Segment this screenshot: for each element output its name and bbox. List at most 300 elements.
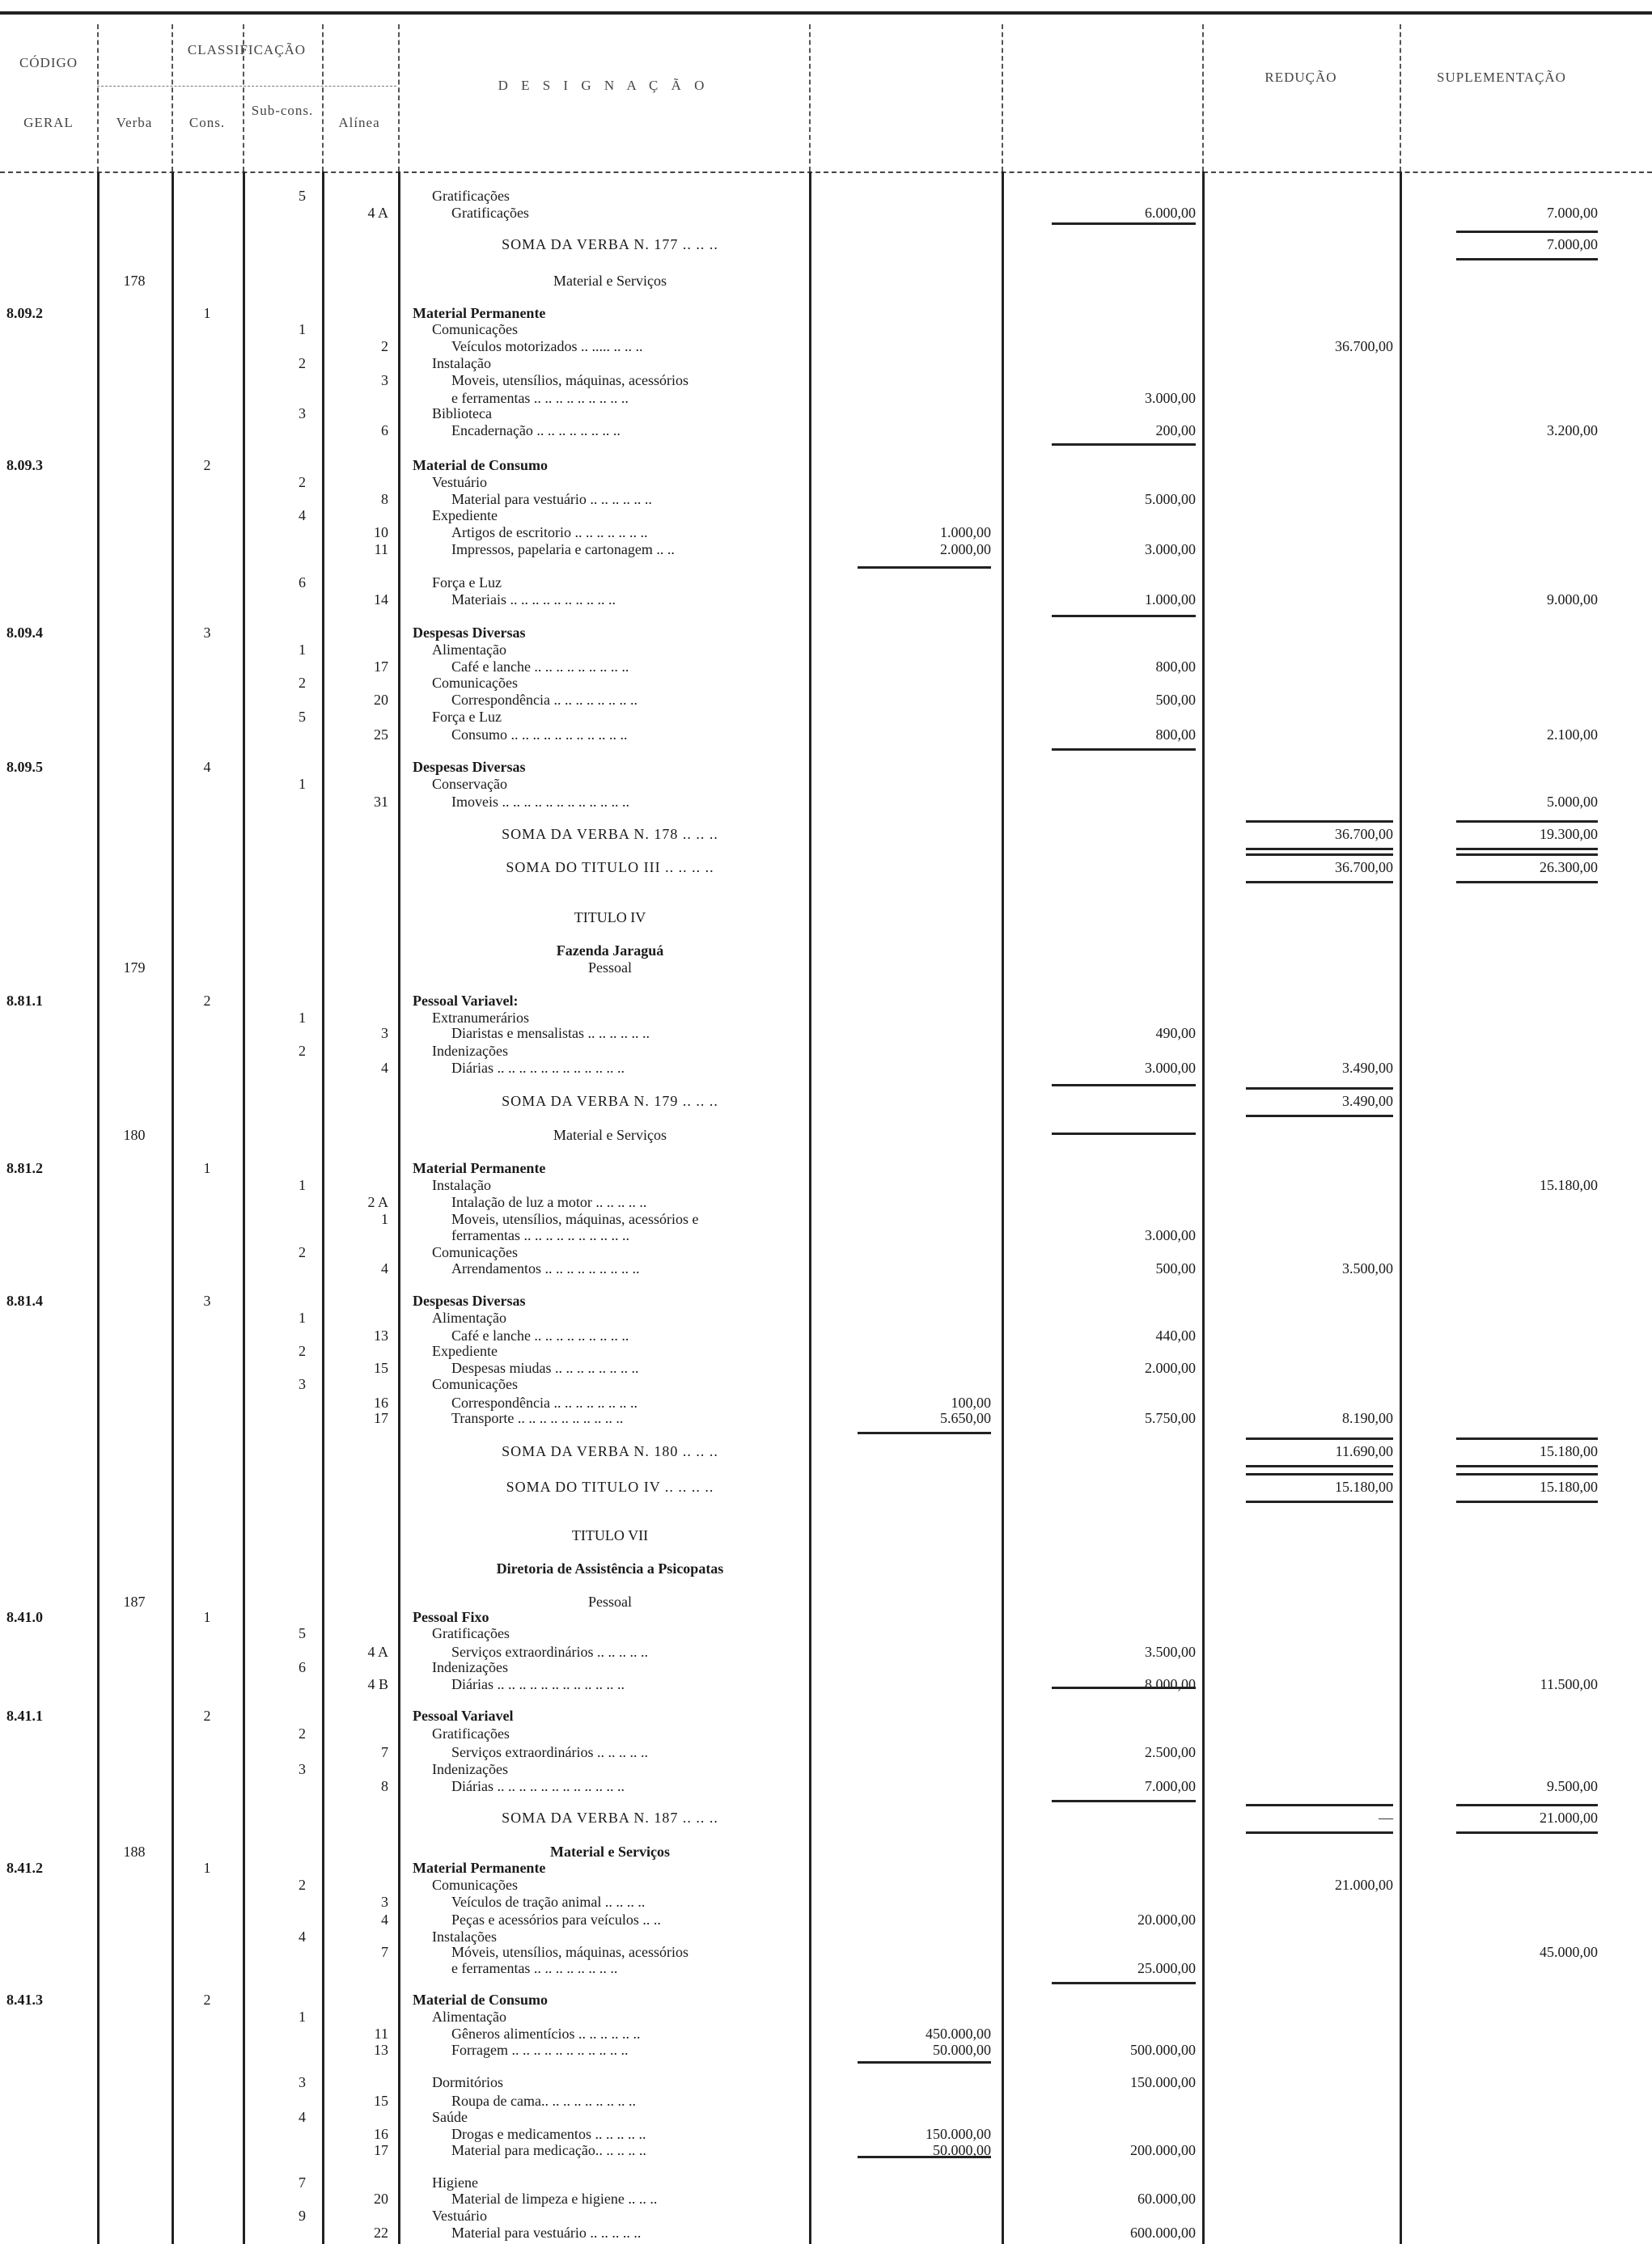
partial-amount: 450.000,00 <box>926 2026 991 2042</box>
designacao-text: Indenizações <box>432 1659 508 1675</box>
sum-rule <box>1246 1115 1393 1117</box>
alinea-number: 11 <box>374 541 388 557</box>
designacao-text: Despesas Diversas <box>413 1293 526 1309</box>
designacao-text: Vestuário <box>432 474 487 490</box>
code-general: 8.09.2 <box>6 305 43 321</box>
subcons-value: 3 <box>299 1376 306 1392</box>
suplementacao-amount: 7.000,00 <box>1547 236 1598 252</box>
alinea-number: 3 <box>381 1025 388 1041</box>
sum-rule <box>1246 1804 1393 1806</box>
sum-rule <box>1246 848 1393 850</box>
alinea-number: 8 <box>381 1778 388 1794</box>
alinea-number: 16 <box>374 2126 388 2142</box>
designacao-text: Material de Consumo <box>413 457 548 473</box>
code-general: 8.81.1 <box>6 993 43 1009</box>
designacao-text: Pessoal Variavel: <box>413 993 519 1009</box>
subconsignacao-number <box>243 1658 322 1676</box>
partial-amount: 2.000,00 <box>940 541 991 557</box>
subconsignacao-number <box>243 1725 322 1742</box>
consignacao-number: 3 <box>203 1293 211 1309</box>
designacao-text: Drogas e medicamentos .. .. .. .. .. <box>451 2126 646 2142</box>
designacao-text: Artigos de escritorio .. .. .. .. .. .. .. <box>451 524 648 540</box>
designacao-text: Pessoal <box>588 959 632 976</box>
alinea-number: 10 <box>374 524 388 540</box>
designacao-text: Serviços extraordinários .. .. .. .. .. <box>451 1644 648 1660</box>
designacao-text: e ferramentas .. .. .. .. .. .. .. .. .. <box>451 390 629 406</box>
designacao-text: Dormitórios <box>432 2074 503 2090</box>
alinea-number: 11 <box>374 2026 388 2042</box>
designacao-text: Material para vestuário .. .. .. .. .. .. <box>451 491 652 507</box>
alinea-number: 14 <box>374 591 388 608</box>
classification-rule <box>97 86 396 87</box>
sum-rule <box>1456 1473 1598 1476</box>
consignacao-number: 2 <box>203 993 211 1009</box>
designacao-text: SOMA DO TITULO IV .. .. .. .. <box>506 1479 714 1495</box>
subtotal-amount: 200,00 <box>1155 422 1196 438</box>
designacao-text: Material de Consumo <box>413 1992 548 2008</box>
designacao-text: SOMA DA VERBA N. 180 .. .. .. <box>502 1443 718 1459</box>
designacao-text: Expediente <box>432 1343 498 1359</box>
designacao-text: Material Permanente <box>413 305 546 321</box>
header-verba: Verba <box>116 115 153 130</box>
subtotal-amount: 2.500,00 <box>1145 1744 1196 1760</box>
sum-rule <box>1052 443 1196 446</box>
column-divider <box>1002 171 1004 2244</box>
reducao-amount: 15.180,00 <box>1335 1479 1393 1495</box>
designacao-text: Comunicações <box>432 321 518 337</box>
designacao-text: Higiene <box>432 2174 478 2191</box>
subconsignacao-number <box>243 1309 322 1327</box>
reducao-amount: 36.700,00 <box>1335 338 1393 354</box>
reducao-amount: 8.190,00 <box>1342 1410 1393 1426</box>
subconsignacao-number <box>243 1928 322 1946</box>
designacao-text: Comunicações <box>432 675 518 691</box>
designacao-text: Diaristas e mensalistas .. .. .. .. .. .. <box>451 1025 650 1041</box>
designacao-text: Roupa de cama.. .. .. .. .. .. .. .. .. <box>451 2093 636 2109</box>
subcons-value: 1 <box>299 776 306 792</box>
sum-rule <box>1246 1501 1393 1503</box>
header-reducao: REDUÇÃO <box>1264 70 1337 85</box>
column-divider <box>1202 24 1204 171</box>
designacao-text: Saúde <box>432 2109 468 2125</box>
designacao-text: Alimentação <box>432 2009 506 2025</box>
sum-rule <box>1456 1501 1598 1503</box>
alinea-number: 31 <box>374 794 388 810</box>
designacao-text: Veículos motorizados .. ..... .. .. .. <box>451 338 643 354</box>
consignacao-number: 2 <box>203 1992 211 2008</box>
header-cons: Cons. <box>188 115 226 130</box>
column-divider <box>809 24 811 171</box>
designacao-text: Biblioteca <box>432 405 492 421</box>
column-divider <box>97 24 99 171</box>
sum-rule <box>858 1432 991 1434</box>
designacao-text: Fazenda Jaraguá <box>556 942 664 959</box>
subcons-value: 2 <box>299 355 306 371</box>
alinea-number: 20 <box>374 2191 388 2207</box>
designacao-text: Gêneros alimentícios .. .. .. .. .. .. <box>451 2026 641 2042</box>
subtotal-amount: 8.000,00 <box>1145 1676 1196 1692</box>
subcons-value: 1 <box>299 641 306 658</box>
alinea-number: 4 B <box>367 1676 388 1692</box>
designacao-text: Materiais .. .. .. .. .. .. .. .. .. .. <box>451 591 616 608</box>
subcons-value: 1 <box>299 1177 306 1193</box>
sum-rule <box>1246 820 1393 823</box>
designacao-text: Encadernação .. .. .. .. .. .. .. .. <box>451 422 621 438</box>
designacao-text: Diárias .. .. .. .. .. .. .. .. .. .. .. .. <box>451 1060 625 1076</box>
subtotal-amount: 7.000,00 <box>1145 1778 1196 1794</box>
alinea-number: 22 <box>374 2225 388 2241</box>
designacao-text: Veículos de tração animal .. .. .. .. <box>451 1894 646 1910</box>
consignacao-number: 2 <box>203 1708 211 1724</box>
subtotal-amount: 3.000,00 <box>1145 541 1196 557</box>
designacao-text: Material para medicação.. .. .. .. .. <box>451 2142 646 2158</box>
designacao-text: Pessoal <box>588 1594 632 1610</box>
header-codigo: CÓDIGO <box>19 55 78 70</box>
code-general: 8.41.1 <box>6 1708 43 1724</box>
subconsignacao-number <box>243 2174 322 2191</box>
designacao-text: Serviços extraordinários .. .. .. .. .. <box>451 1744 648 1760</box>
subconsignacao-number <box>243 320 322 338</box>
column-divider <box>322 24 324 171</box>
header-classificacao: CLASSIFICAÇÃO <box>187 42 307 57</box>
subtotal-amount: 200.000,00 <box>1130 2142 1196 2158</box>
suplementacao-amount: 2.100,00 <box>1547 726 1598 743</box>
subcons-value: 7 <box>299 2174 306 2191</box>
designacao-text: Despesas miudas .. .. .. .. .. .. .. .. <box>451 1360 639 1376</box>
verba-number: 187 <box>123 1594 146 1610</box>
designacao-text: Material e Serviços <box>553 273 667 289</box>
subtotal-amount: 3.000,00 <box>1145 1227 1196 1243</box>
code-general: 8.41.3 <box>6 1992 43 2008</box>
designacao-text: Comunicações <box>432 1877 518 1893</box>
designacao-text: SOMA DA VERBA N. 178 .. .. .. <box>502 826 718 842</box>
subcons-value: 1 <box>299 1010 306 1026</box>
designacao-text: Instalação <box>432 355 491 371</box>
alinea-number: 15 <box>374 1360 388 1376</box>
designacao-text: SOMA DA VERBA N. 177 .. .. .. <box>502 236 718 252</box>
subtotal-amount: 6.000,00 <box>1145 205 1196 221</box>
sum-rule <box>1246 1473 1393 1476</box>
designacao-text: Gratificações <box>451 205 529 221</box>
subtotal-amount: 490,00 <box>1155 1025 1196 1041</box>
consignacao-number: 1 <box>203 1860 211 1876</box>
header-subcons: Sub-cons. <box>251 103 314 118</box>
consignacao-number: 1 <box>203 305 211 321</box>
designacao-text: SOMA DA VERBA N. 179 .. .. .. <box>502 1093 718 1109</box>
sum-rule <box>1246 853 1393 856</box>
sum-rule <box>1052 1687 1196 1689</box>
subcons-value: 3 <box>299 1761 306 1777</box>
column-divider <box>97 171 100 2244</box>
alinea-number: 3 <box>381 1894 388 1910</box>
designacao-text: Diárias .. .. .. .. .. .. .. .. .. .. .. .. <box>451 1778 625 1794</box>
designacao-text: Gratificações <box>432 188 510 204</box>
sum-rule <box>1456 1804 1598 1806</box>
subconsignacao-number <box>243 473 322 491</box>
designacao-text: Peças e acessórios para veículos .. .. <box>451 1912 661 1928</box>
suplementacao-amount: 9.000,00 <box>1547 591 1598 608</box>
subtotal-amount: 2.000,00 <box>1145 1360 1196 1376</box>
subtotal-amount: 800,00 <box>1155 726 1196 743</box>
alinea-number: 4 <box>381 1060 388 1076</box>
reducao-amount: 36.700,00 <box>1335 859 1393 875</box>
designacao-text: ferramentas .. .. .. .. .. .. .. .. .. .. <box>451 1227 629 1243</box>
subcons-value: 2 <box>299 1043 306 1059</box>
designacao-text: Comunicações <box>432 1376 518 1392</box>
sum-rule <box>1456 258 1598 260</box>
alinea-number: 8 <box>381 491 388 507</box>
designacao-text: Moveis, utensílios, máquinas, acessórios <box>451 372 688 388</box>
designacao-text: Intalação de luz a motor .. .. .. .. .. <box>451 1194 647 1210</box>
subconsignacao-number <box>243 1342 322 1360</box>
alinea-number: 4 A <box>367 1644 388 1660</box>
column-divider <box>1002 24 1003 171</box>
subconsignacao-number <box>243 1375 322 1393</box>
designacao-text: Diárias .. .. .. .. .. .. .. .. .. .. .. .. <box>451 1676 625 1692</box>
verba-number: 188 <box>123 1844 146 1860</box>
alinea-number: 4 <box>381 1912 388 1928</box>
subconsignacao-number <box>243 506 322 524</box>
alinea-number: 4 A <box>367 205 388 221</box>
designacao-text: Força e Luz <box>432 709 502 725</box>
subcons-value: 6 <box>299 574 306 591</box>
designacao-text: Arrendamentos .. .. .. .. .. .. .. .. .. <box>451 1260 640 1277</box>
alinea-number: 2 A <box>367 1194 388 1210</box>
subconsignacao-number <box>243 674 322 692</box>
subcons-value: 4 <box>299 507 306 523</box>
sum-rule <box>1456 820 1598 823</box>
partial-amount: 1.000,00 <box>940 524 991 540</box>
sum-rule <box>1052 222 1196 225</box>
subconsignacao-number <box>243 775 322 793</box>
alinea-number: 15 <box>374 2093 388 2109</box>
code-general: 8.41.0 <box>6 1609 43 1625</box>
sum-rule <box>1456 231 1598 233</box>
column-divider <box>1400 171 1402 2244</box>
verba-number: 178 <box>123 273 146 289</box>
column-divider <box>809 171 811 2244</box>
subconsignacao-number <box>243 641 322 658</box>
verba-number: 179 <box>123 959 146 976</box>
designacao-text: Instalações <box>432 1929 497 1945</box>
alinea-number: 17 <box>374 1410 388 1426</box>
designacao-text: Expediente <box>432 507 498 523</box>
sum-rule <box>1456 848 1598 850</box>
consignacao-number: 4 <box>203 759 211 775</box>
partial-amount: 100,00 <box>951 1395 991 1411</box>
partial-amount: 50.000,00 <box>933 2042 991 2058</box>
sum-rule <box>858 566 991 569</box>
designacao-text: Consumo .. .. .. .. .. .. .. .. .. .. .. <box>451 726 628 743</box>
designacao-text: Indenizações <box>432 1043 508 1059</box>
subcons-value: 3 <box>299 405 306 421</box>
designacao-text: Forragem .. .. .. .. .. .. .. .. .. .. .. <box>451 2042 629 2058</box>
consignacao-number: 3 <box>203 625 211 641</box>
designacao-text: Material para vestuário .. .. .. .. .. <box>451 2225 642 2241</box>
designacao-text: TITULO IV <box>574 909 646 925</box>
designacao-text: Correspondência .. .. .. .. .. .. .. .. <box>451 1395 638 1411</box>
column-divider <box>172 171 174 2244</box>
subtotal-amount: 5.000,00 <box>1145 491 1196 507</box>
subconsignacao-number <box>243 2207 322 2225</box>
alinea-number: 6 <box>381 422 388 438</box>
header-geral: GERAL <box>23 115 74 130</box>
subtotal-amount: 500,00 <box>1155 692 1196 708</box>
designacao-text: Material Permanente <box>413 1860 546 1876</box>
code-general: 8.09.4 <box>6 625 43 641</box>
designacao-text: Pessoal Variavel <box>413 1708 514 1724</box>
alinea-number: 20 <box>374 692 388 708</box>
header-alinea: Alínea <box>338 115 380 130</box>
designacao-text: Despesas Diversas <box>413 759 526 775</box>
top-rule <box>0 11 1652 15</box>
designacao-text: Gratificações <box>432 1725 510 1742</box>
subcons-value: 2 <box>299 1343 306 1359</box>
alinea-number: 2 <box>381 338 388 354</box>
reducao-amount: 21.000,00 <box>1335 1877 1393 1893</box>
subcons-value: 2 <box>299 1244 306 1260</box>
header-suplementacao: SUPLEMENTAÇÃO <box>1437 70 1566 85</box>
alinea-number: 17 <box>374 2142 388 2158</box>
subtotal-amount: 3.000,00 <box>1145 390 1196 406</box>
subtotal-amount: 500,00 <box>1155 1260 1196 1277</box>
sum-rule <box>1246 881 1393 883</box>
designacao-text: Material e Serviços <box>550 1844 670 1860</box>
partial-amount: 5.650,00 <box>940 1410 991 1426</box>
consignacao-number: 2 <box>203 457 211 473</box>
designacao-text: Instalação <box>432 1177 491 1193</box>
designacao-text: Material de limpeza e higiene .. .. .. <box>451 2191 658 2207</box>
header-rule <box>0 171 1652 173</box>
designacao-text: Vestuário <box>432 2208 487 2224</box>
subcons-value: 5 <box>299 709 306 725</box>
alinea-number: 7 <box>381 1944 388 1960</box>
designacao-text: Material Permanente <box>413 1160 546 1176</box>
subtotal-amount: 60.000,00 <box>1137 2191 1196 2207</box>
suplementacao-amount: 21.000,00 <box>1540 1810 1598 1826</box>
sum-rule <box>1456 1831 1598 1834</box>
sum-rule <box>1456 853 1598 856</box>
sum-rule <box>1052 748 1196 751</box>
designacao-text: Força e Luz <box>432 574 502 591</box>
subcons-value: 5 <box>299 188 306 204</box>
designacao-text: Alimentação <box>432 641 506 658</box>
designacao-text: Indenizações <box>432 1761 508 1777</box>
subconsignacao-number <box>243 1176 322 1194</box>
column-divider <box>398 171 400 2244</box>
suplementacao-amount: 15.180,00 <box>1540 1443 1598 1459</box>
sum-rule <box>1456 1437 1598 1440</box>
alinea-number: 16 <box>374 1395 388 1411</box>
designacao-text: Impressos, papelaria e cartonagem .. .. <box>451 541 675 557</box>
designacao-text: Transporte .. .. .. .. .. .. .. .. .. .. <box>451 1410 624 1426</box>
designacao-text: Moveis, utensílios, máquinas, acessórios e <box>451 1211 699 1227</box>
sum-rule <box>1052 1800 1196 1802</box>
alinea-number: 13 <box>374 1327 388 1344</box>
column-divider <box>243 24 244 171</box>
subcons-value: 1 <box>299 1310 306 1326</box>
alinea-number: 13 <box>374 2042 388 2058</box>
consignacao-number: 1 <box>203 1160 211 1176</box>
suplementacao-amount: 15.180,00 <box>1540 1177 1598 1193</box>
subcons-value: 3 <box>299 2074 306 2090</box>
sum-rule <box>1246 1465 1393 1467</box>
subconsignacao-number <box>243 2108 322 2126</box>
subconsignacao-number <box>243 1876 322 1894</box>
subconsignacao-number <box>243 574 322 591</box>
sum-rule <box>1456 1465 1598 1467</box>
designacao-text: e ferramentas .. .. .. .. .. .. .. .. <box>451 1960 618 1976</box>
alinea-number: 7 <box>381 1744 388 1760</box>
designacao-text: Alimentação <box>432 1310 506 1326</box>
sum-rule <box>1246 1831 1393 1834</box>
sum-rule <box>1456 881 1598 883</box>
subtotal-amount: 5.750,00 <box>1145 1410 1196 1426</box>
subconsignacao-number <box>243 2073 322 2091</box>
subcons-value: 2 <box>299 1725 306 1742</box>
subconsignacao-number <box>243 1624 322 1642</box>
designacao-text: Conservação <box>432 776 507 792</box>
column-divider <box>172 24 173 171</box>
designacao-text: Diretoria de Assistência a Psicopatas <box>496 1560 724 1577</box>
suplementacao-amount: 3.200,00 <box>1547 422 1598 438</box>
subconsignacao-number <box>243 1243 322 1261</box>
reducao-amount: 3.490,00 <box>1342 1060 1393 1076</box>
sum-rule <box>1246 1087 1393 1090</box>
designacao-text: SOMA DO TITULO III .. .. .. .. <box>506 859 714 875</box>
subtotal-amount: 800,00 <box>1155 658 1196 675</box>
designacao-text: SOMA DA VERBA N. 187 .. .. .. <box>502 1810 718 1826</box>
designacao-text: Extranumerários <box>432 1010 529 1026</box>
designacao-text: Correspondência .. .. .. .. .. .. .. .. <box>451 692 638 708</box>
designacao-text: Gratificações <box>432 1625 510 1641</box>
designacao-text: Móveis, utensílios, máquinas, acessórios <box>451 1944 688 1960</box>
sum-rule <box>858 2156 991 2158</box>
subtotal-amount: 600.000,00 <box>1130 2225 1196 2241</box>
suplementacao-amount: 7.000,00 <box>1547 205 1598 221</box>
designacao-text: Café e lanche .. .. .. .. .. .. .. .. .. <box>451 1327 629 1344</box>
consignacao-number: 1 <box>203 1609 211 1625</box>
code-general: 8.41.2 <box>6 1860 43 1876</box>
subcons-value: 4 <box>299 2109 306 2125</box>
subcons-value: 2 <box>299 1877 306 1893</box>
designacao-text: Pessoal Fixo <box>413 1609 489 1625</box>
suplementacao-amount: 9.500,00 <box>1547 1778 1598 1794</box>
partial-amount: 150.000,00 <box>926 2126 991 2142</box>
suplementacao-amount: 19.300,00 <box>1540 826 1598 842</box>
subtotal-amount: 20.000,00 <box>1137 1912 1196 1928</box>
subcons-value: 4 <box>299 1929 306 1945</box>
subtotal-amount: 3.500,00 <box>1145 1644 1196 1660</box>
subcons-value: 9 <box>299 2208 306 2224</box>
alinea-number: 1 <box>381 1211 388 1227</box>
code-general: 8.81.2 <box>6 1160 43 1176</box>
alinea-number: 4 <box>381 1260 388 1277</box>
subtotal-amount: 3.000,00 <box>1145 1060 1196 1076</box>
subtotal-amount: 1.000,00 <box>1145 591 1196 608</box>
suplementacao-amount: 11.500,00 <box>1540 1676 1598 1692</box>
subconsignacao-number <box>243 1009 322 1027</box>
subcons-value: 2 <box>299 675 306 691</box>
subconsignacao-number <box>243 1760 322 1778</box>
reducao-amount: 3.490,00 <box>1342 1093 1393 1109</box>
reducao-amount: 3.500,00 <box>1342 1260 1393 1277</box>
sum-rule <box>858 2061 991 2064</box>
subconsignacao-number <box>243 354 322 372</box>
designacao-text: Café e lanche .. .. .. .. .. .. .. .. .. <box>451 658 629 675</box>
sum-rule <box>1052 1133 1196 1135</box>
code-general: 8.81.4 <box>6 1293 43 1309</box>
